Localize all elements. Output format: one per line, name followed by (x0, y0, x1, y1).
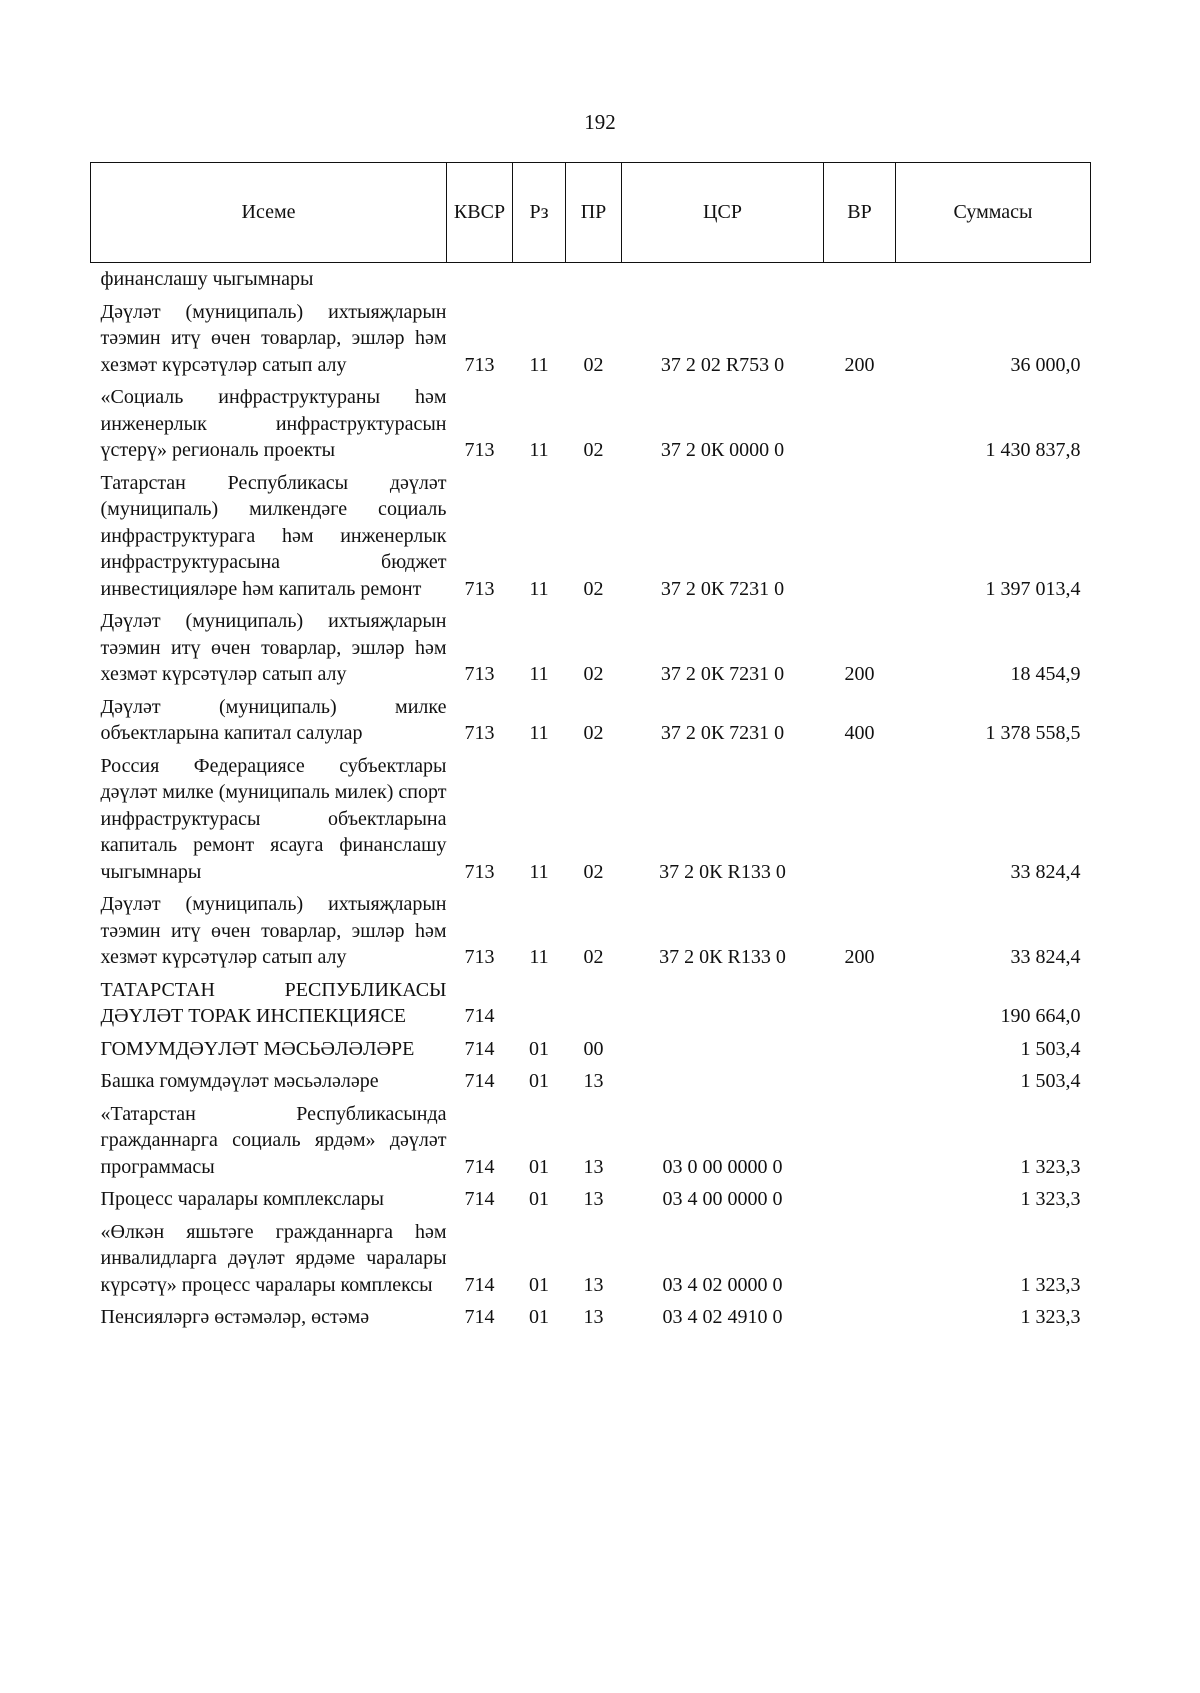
cell-kvsr: 714 (464, 1273, 495, 1296)
cell-csr: 37 2 0К R133 0 (659, 946, 786, 968)
cell-name: финанслашу чыгымнары (100, 268, 314, 290)
cell-csr: 37 2 0К 7231 0 (660, 722, 785, 744)
table-header-row (91, 163, 1091, 263)
header-sum: Суммасы (896, 163, 1091, 263)
cell-rz: 11 (529, 860, 549, 883)
cell-pr: 00 (583, 1037, 604, 1060)
cell-name: Дәүләт (муниципаль) ихтыяҗларын тәэмин итү өчен товарлар, эшләр һәм хезмәт күрсәтүләр сатып алу (100, 893, 447, 968)
cell-csr (622, 1065, 824, 1098)
cell-rz: 01 (529, 1037, 549, 1060)
cell-rz (513, 263, 566, 296)
cell-pr: 13 (583, 1306, 604, 1328)
cell-vr (824, 974, 896, 1033)
cell-pr: 13 (583, 1070, 604, 1092)
cell-sum: 1 323,3 (1020, 1188, 1081, 1210)
cell-vr (824, 467, 896, 606)
cell-vr: 400 (844, 722, 875, 744)
cell-pr (566, 974, 622, 1033)
cell-rz: 11 (529, 722, 549, 744)
cell-kvsr: 714 (464, 1070, 495, 1092)
cell-vr (824, 1301, 896, 1334)
cell-sum: 190 664,0 (1000, 1005, 1081, 1027)
cell-vr: 200 (844, 946, 875, 968)
cell-rz (513, 974, 566, 1033)
cell-csr (622, 974, 824, 1033)
cell-csr: 03 4 00 0000 0 (662, 1188, 783, 1210)
cell-name: ТАТАРСТАН РЕСПУБЛИКАСЫ ДӘҮЛӘТ ТОРАК ИНСПЕКЦИЯСЕ (100, 978, 447, 1027)
cell-rz: 01 (529, 1306, 549, 1328)
header-vr: ВР (824, 163, 896, 263)
cell-vr (824, 1033, 896, 1066)
cell-sum: 1 397 013,4 (985, 577, 1081, 600)
cell-vr (824, 1065, 896, 1098)
cell-name: «Социаль инфраструктураны һәм инженерлык инфраструктурасын үстерү» региональ проекты (100, 386, 447, 461)
cell-pr: 13 (583, 1155, 604, 1178)
cell-kvsr: 713 (464, 439, 495, 461)
cell-vr: 200 (844, 353, 875, 376)
cell-pr: 02 (583, 577, 604, 600)
cell-csr (622, 1033, 824, 1066)
cell-sum: 1 430 837,8 (985, 439, 1081, 461)
cell-csr: 37 2 0К 7231 0 (660, 663, 785, 685)
header-rz: Рз (513, 163, 566, 263)
cell-kvsr: 714 (464, 1005, 495, 1027)
table-row (91, 1065, 1091, 1098)
cell-name: Башка гомумдәүләт мәсьәләләре (100, 1070, 379, 1092)
cell-kvsr: 714 (464, 1188, 495, 1210)
cell-kvsr: 713 (464, 946, 495, 968)
header-kvsr: КВСР (447, 163, 513, 263)
cell-pr: 02 (583, 860, 604, 883)
cell-sum: 1 378 558,5 (985, 722, 1081, 744)
cell-pr: 02 (583, 353, 604, 376)
cell-sum: 1 503,4 (1020, 1070, 1081, 1092)
cell-csr: 37 2 0К R133 0 (659, 860, 786, 883)
cell-kvsr: 713 (464, 577, 495, 600)
table-row (91, 1301, 1091, 1334)
cell-sum: 36 000,0 (1010, 353, 1081, 376)
cell-rz: 11 (529, 439, 549, 461)
header-name: Исеме (91, 163, 447, 263)
cell-rz: 01 (529, 1070, 549, 1092)
cell-kvsr: 713 (464, 722, 495, 744)
cell-csr: 03 0 00 0000 0 (662, 1155, 783, 1178)
table-row (91, 1033, 1091, 1066)
cell-kvsr: 713 (464, 353, 495, 376)
cell-name: Татарстан Республикасы дәүләт (муниципаль) милкендәге социаль инфраструктурага һәм инженерлык инфраструктурасына бюджет инвестицияләре һәм капиталь ремонт (100, 471, 447, 600)
cell-pr (566, 263, 622, 296)
cell-name: «Өлкән яшьтәге гражданнарга һәм инвалидларга дәүләт ярдәме чаралары күрсәтү» процесс чаралары комплексы (100, 1220, 447, 1296)
cell-sum: 33 824,4 (1010, 946, 1081, 968)
cell-vr (824, 750, 896, 889)
cell-kvsr (447, 263, 513, 296)
header-csr: ЦСР (622, 163, 824, 263)
budget-table (90, 162, 1091, 1334)
cell-pr: 02 (583, 946, 604, 968)
cell-name: Дәүләт (муниципаль) милке объектларына капитал салулар (100, 695, 447, 744)
table-row (91, 974, 1091, 1033)
cell-sum: 1 323,3 (1020, 1306, 1081, 1328)
table-row (91, 1216, 1091, 1302)
cell-name: Пенсияләргә өстәмәләр, өстәмә (100, 1306, 370, 1328)
cell-rz: 01 (529, 1273, 549, 1296)
cell-sum (896, 263, 1091, 296)
cell-vr (824, 1183, 896, 1216)
cell-kvsr: 713 (464, 860, 495, 883)
cell-csr: 37 2 0К 0000 0 (660, 439, 785, 461)
cell-name: Россия Федерациясе субъектлары дәүләт милке (муниципаль милек) спорт инфраструктурасы объектларына капиталь ремонт ясауга финанслашу чыгымнары (100, 754, 447, 883)
page-number: 192 (584, 110, 616, 134)
cell-kvsr: 714 (464, 1155, 495, 1178)
table-row (91, 1098, 1091, 1184)
table-row (91, 888, 1091, 974)
cell-sum: 18 454,9 (1010, 663, 1081, 685)
cell-vr (824, 263, 896, 296)
cell-name: Процесс чаралары комплекслары (100, 1188, 384, 1210)
table-row (91, 263, 1091, 296)
cell-pr: 13 (583, 1273, 604, 1296)
cell-rz: 11 (529, 353, 549, 376)
cell-name: «Татарстан Республикасында гражданнарга социаль ярдәм» дәүләт программасы (100, 1102, 447, 1178)
cell-csr: 37 2 0К 7231 0 (660, 577, 785, 600)
table-row (91, 750, 1091, 889)
cell-sum: 1 323,3 (1020, 1273, 1081, 1296)
cell-vr: 200 (844, 663, 875, 685)
cell-pr: 13 (583, 1188, 604, 1210)
cell-name: Дәүләт (муниципаль) ихтыяҗларын тәэмин итү өчен товарлар, эшләр һәм хезмәт күрсәтүләр сатып алу (100, 300, 447, 376)
cell-rz: 11 (529, 946, 549, 968)
cell-rz: 11 (529, 663, 549, 685)
table-row (91, 605, 1091, 691)
cell-csr (622, 263, 824, 296)
cell-rz: 01 (529, 1155, 549, 1178)
cell-name: Дәүләт (муниципаль) ихтыяҗларын тәэмин итү өчен товарлар, эшләр һәм хезмәт күрсәтүләр сатып алу (100, 610, 447, 685)
table-row (91, 296, 1091, 382)
cell-sum: 33 824,4 (1010, 860, 1081, 883)
cell-vr (824, 381, 896, 467)
table-row (91, 691, 1091, 750)
header-pr: ПР (566, 163, 622, 263)
cell-rz: 11 (529, 577, 549, 600)
table-row (91, 381, 1091, 467)
table-row (91, 467, 1091, 606)
table-row (91, 1183, 1091, 1216)
cell-pr: 02 (583, 722, 604, 744)
cell-rz: 01 (529, 1188, 549, 1210)
cell-csr: 03 4 02 0000 0 (662, 1273, 783, 1296)
cell-sum: 1 503,4 (1020, 1037, 1081, 1060)
cell-csr: 03 4 02 4910 0 (662, 1306, 783, 1328)
cell-name: ГОМУМДӘҮЛӘТ МӘСЬӘЛӘЛӘРЕ (100, 1037, 415, 1060)
cell-kvsr: 713 (464, 663, 495, 685)
cell-pr: 02 (583, 663, 604, 685)
cell-vr (824, 1216, 896, 1302)
cell-vr (824, 1098, 896, 1184)
cell-pr: 02 (583, 439, 604, 461)
cell-csr: 37 2 02 R753 0 (660, 353, 785, 376)
cell-kvsr: 714 (464, 1306, 495, 1328)
cell-sum: 1 323,3 (1020, 1155, 1081, 1178)
cell-kvsr: 714 (464, 1037, 495, 1060)
